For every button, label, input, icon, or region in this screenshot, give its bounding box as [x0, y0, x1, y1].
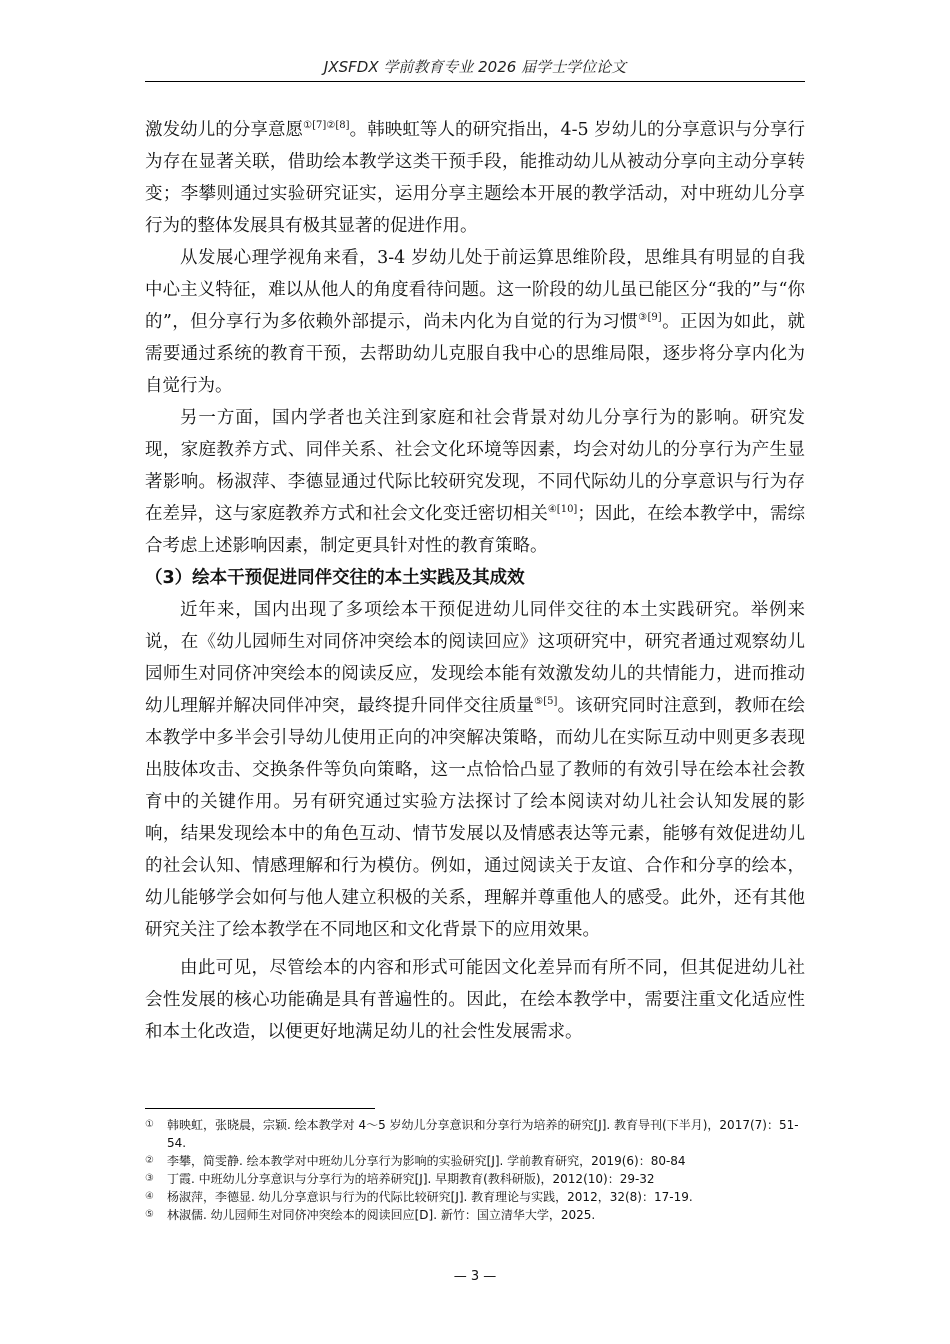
- footnote-item: ⑤ 林淑儒. 幼儿园师生对同侪冲突绘本的阅读回应[D]. 新竹：国立清华大学，2025.: [145, 1208, 596, 1222]
- footnote-item: ① 韩映虹，张晓晨，宗颖. 绘本教学对 4～5 岁幼儿分享意识和分享行为培养的研究[J]. 教育导刊(下半月)，2017(7)：51-54.: [145, 1118, 799, 1150]
- page-number: — 3 —: [453, 1269, 497, 1284]
- paragraph-1: 激发幼儿的分享意愿$^{①[7]②[8]}$。韩映虹等人的研究指出，4-5 岁幼儿的分享意识与分享行为存在显著关联，借助绘本教学这类干预手段，能推动幼儿从被动分享向主动分享转变；李攀则通过实验研究证实，运用分享主题绘本开展的教学活动，对中班幼儿分享行为的整体发展具有极其显著的促进作用。: [145, 120, 805, 236]
- section-heading: （3）绘本干预促进同伴交往的本土实践及其成效: [145, 568, 525, 588]
- footnote-item: ④ 杨淑萍，李德显. 幼儿分享意识与行为的代际比较研究[J]. 教育理论与实践，2012，32(8)：17-19.: [145, 1190, 693, 1204]
- citation-marker: ⑤[5]: [534, 696, 558, 708]
- footnote-item: ② 李攀，简雯静. 绘本教学对中班幼儿分享行为影响的实验研究[J]. 学前教育研究，2019(6)：80-84: [145, 1154, 686, 1168]
- paragraph-2: 从发展心理学视角来看，3-4 岁幼儿处于前运算思维阶段，思维具有明显的自我中心主义特征，难以从他人的角度看待问题。这一阶段的幼儿虽已能区分“我的”与“你的”，但分享行为多依赖外部提示，尚未内化为自觉的行为习惯$^{③[9]}$。正因为如此，就需要通过系统的教育干预，去帮助幼儿克服自我中心的思维局限，逐步将分享内化为自觉行为。: [145, 248, 805, 396]
- paragraph-4: 近年来，国内出现了多项绘本干预促进幼儿同伴交往的本土实践研究。举例来说，在《幼儿园师生对同侪冲突绘本的阅读回应》这项研究中，研究者通过观察幼儿园师生对同侪冲突绘本的阅读反应，发现绘本能有效激发幼儿的共情能力，进而推动幼儿理解并解决同伴冲突，最终提升同伴交往质量$^{⑤[5]}$。该研究同时注意到，教师在绘本教学中多半会引导幼儿使用正向的冲突解决策略，而幼儿在实际互动中则更多表现出肢体攻击、交换条件等负向策略，这一点恰恰凸显了教师的有效引导在绘本社会教育中的关键作用。另有研究通过实验方法探讨了绘本阅读对幼儿社会认知发展的影响，结果发现绘本中的角色互动、情节发展以及情感表达等元素，能够有效促进幼儿的社会认知、情感理解和行为模仿。例如，通过阅读关于友谊、合作和分享的绘本，幼儿能够学会如何与他人建立积极的关系，理解并尊重他人的感受。此外，还有其他研究关注了绘本教学在不同地区和文化背景下的应用效果。: [145, 600, 806, 940]
- citation-marker: ③[9]: [638, 312, 662, 324]
- body-text: [145, 114, 805, 1048]
- paragraph-3: 另一方面，国内学者也关注到家庭和社会背景对幼儿分享行为的影响。研究发现，家庭教养方式、同伴关系、社会文化环境等因素，均会对幼儿的分享行为产生显著影响。杨淑萍、李德显通过代际比较研究发现，不同代际幼儿的分享意识与行为存在差异，这与家庭教养方式和社会文化变迁密切相关$^{④[10]}$；因此，在绘本教学中，需综合考虑上述影响因素，制定更具针对性的教育策略。: [145, 408, 806, 556]
- running-header: JXSFDX 学前教育专业 2026 届学士学位论文: [145, 56, 805, 82]
- paragraph-5: 由此可见，尽管绘本的内容和形式可能因文化差异而有所不同，但其促进幼儿社会性发展的核心功能确是具有普遍性的。因此，在绘本教学中，需要注重文化适应性和本土化改造，以便更好地满足幼儿的社会性发展需求。: [145, 958, 805, 1042]
- footnotes: [145, 1116, 815, 1224]
- citation-marker: ①[7]②[8]: [303, 120, 350, 132]
- footnote-divider: [145, 1108, 375, 1109]
- citation-marker: ④[10]: [547, 504, 578, 516]
- footnote-item: ③ 丁霞. 中班幼儿分享意识与分享行为的培养研究[J]. 早期教育(教科研版)，2012(10)：29-32: [145, 1172, 655, 1186]
